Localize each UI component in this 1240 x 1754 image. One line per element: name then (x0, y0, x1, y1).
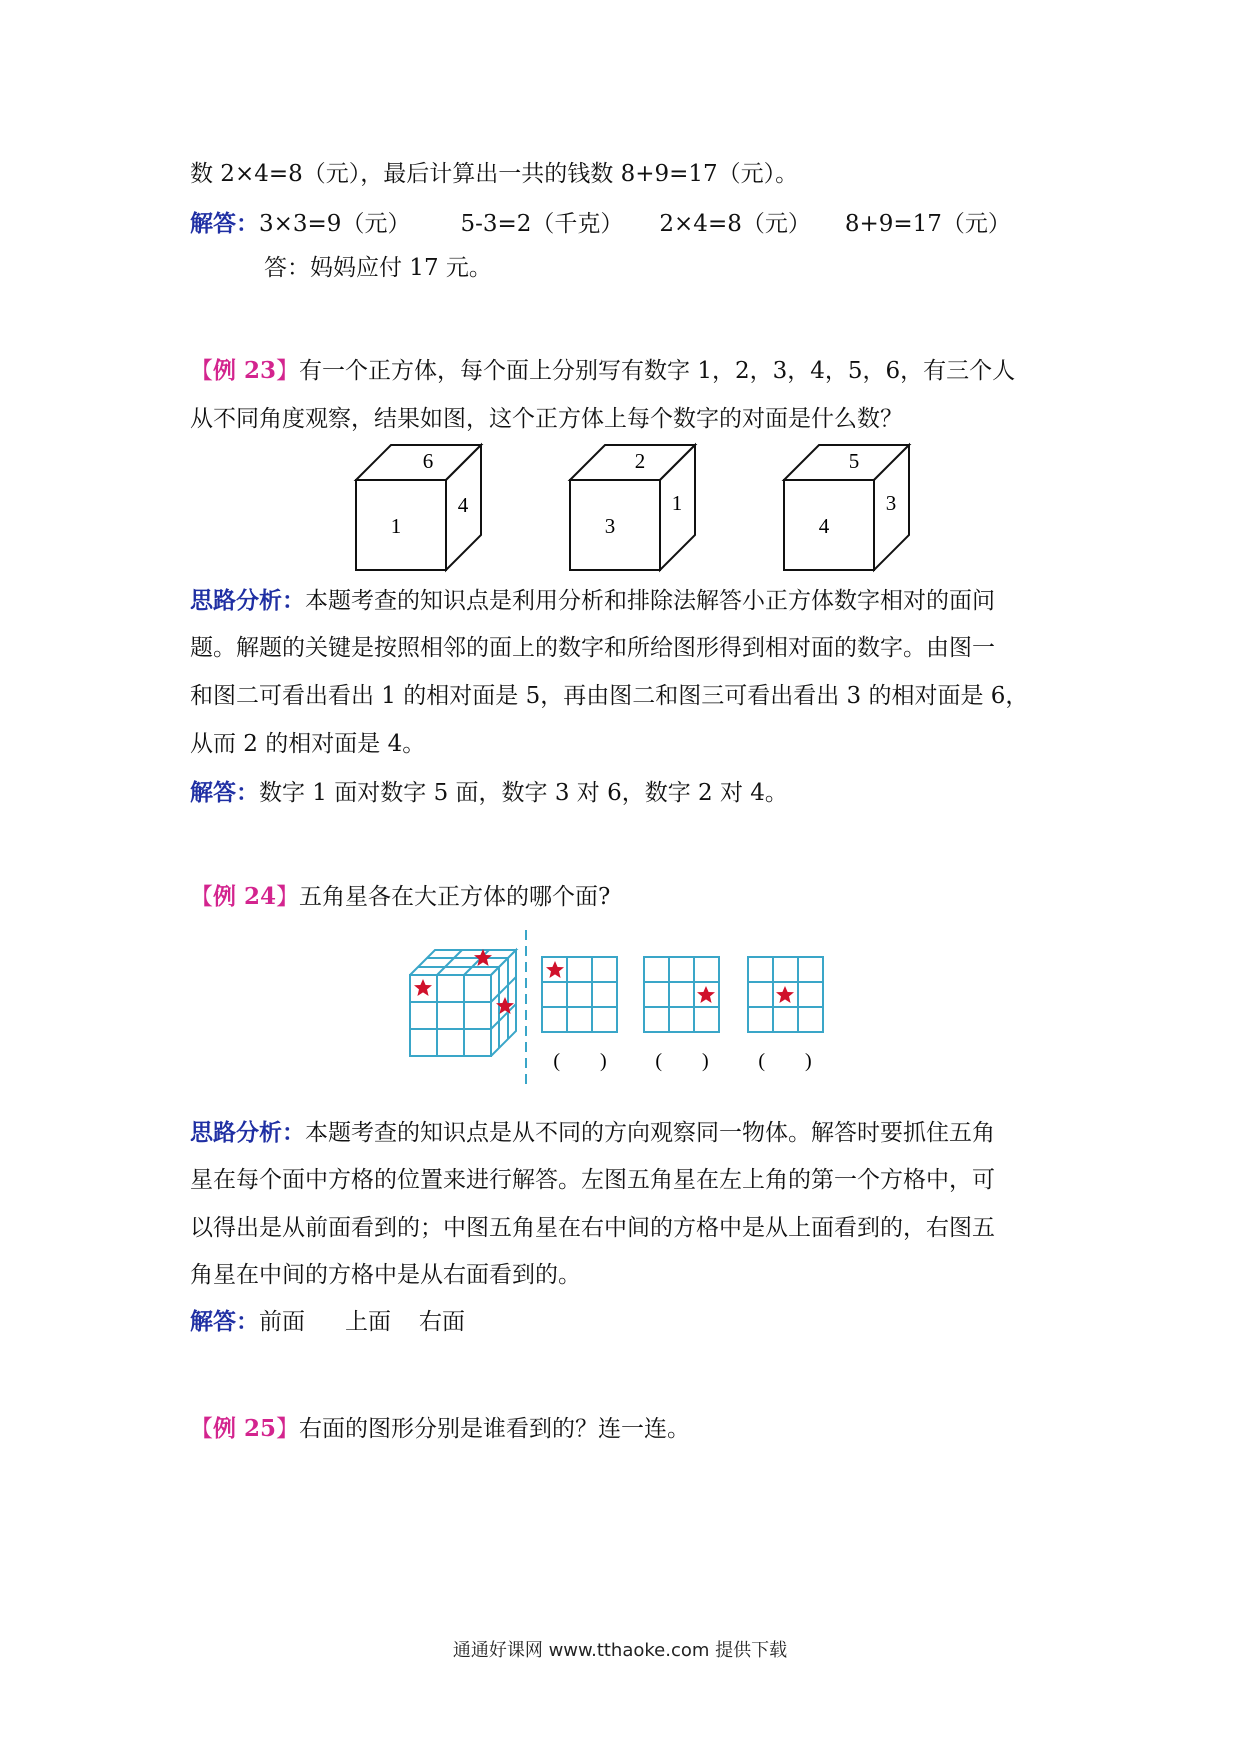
answer-part: 3×3=9（元） (259, 211, 411, 237)
analysis-text-line: 星在每个面中方格的位置来进行解答。左图五角星在左上角的第一个方格中，可 (190, 1167, 995, 1193)
bracket: 】 (276, 1416, 300, 1442)
analysis-text-line: 和图二可看出看出 1 的相对面是 5，再由图二和图三可看出看出 3 的相对面是 6， (190, 683, 1029, 709)
answer-text: 上面 (345, 1309, 391, 1335)
cube-top-number: 2 (634, 449, 646, 473)
big-cube-grid (410, 950, 516, 1056)
answer-part: 5-3=2（千克） (460, 211, 624, 237)
answer-text: 右面 (419, 1309, 465, 1335)
analysis-label: 思路分析： (190, 1119, 305, 1146)
question-text: 有一个正方体，每个面上分别写有数字 1，2，3，4，5，6，有三个人 (299, 358, 1016, 384)
example-label: 例 23 (213, 357, 277, 384)
answer-text: 前面 (259, 1309, 305, 1335)
star-icon (546, 961, 564, 978)
analysis-text-line: 以得出是从前面看到的；中图五角星在右中间的方格中是从上面看到的，右图五 (190, 1215, 995, 1241)
cube-front-number: 3 (604, 514, 616, 538)
cube-front-number: 4 (818, 514, 830, 538)
example-25-question (190, 1413, 690, 1445)
star-icon (697, 986, 715, 1003)
star-cube-figure (405, 930, 845, 1090)
answer-paren: ( ) (758, 1050, 812, 1072)
analysis-line (190, 1117, 995, 1149)
star-icon (776, 986, 794, 1003)
analysis-line (190, 585, 995, 617)
bracket: 】 (276, 884, 300, 910)
analysis-text: 本题考查的知识点是从不同的方向观察同一物体。解答时要抓住五角 (305, 1120, 995, 1146)
cube-side-number: 1 (671, 491, 683, 515)
answer-part: 8+9=17（元） (844, 211, 1011, 237)
answer-conclusion: 答：妈妈应付 17 元。 (264, 255, 492, 281)
answer-line (190, 1306, 465, 1338)
analysis-text-line: 角星在中间的方格中是从右面看到的。 (190, 1262, 581, 1288)
answer-line (190, 208, 1011, 240)
star-icon (414, 979, 432, 996)
answer-label: 解答： (190, 779, 259, 806)
cube-side-number: 3 (885, 491, 897, 515)
analysis-label: 思路分析： (190, 587, 305, 614)
page-footer: 通通好课网 www.tthaoke.com 提供下载 (452, 1640, 788, 1661)
analysis-text-line: 题。解题的关键是按照相邻的面上的数字和所给图形得到相对面的数字。由图一 (190, 635, 995, 661)
question-text-line: 从不同角度观察，结果如图，这个正方体上每个数字的对面是什么数？ (190, 406, 903, 432)
cube-top-number: 5 (848, 449, 860, 473)
answer-text: 数字 1 面对数字 5 面，数字 3 对 6，数字 2 对 4。 (259, 780, 788, 806)
answer-label: 解答： (190, 210, 259, 237)
cube-front-number: 1 (390, 514, 402, 538)
bracket: 【 (190, 1416, 213, 1442)
answer-label: 解答： (190, 1308, 259, 1335)
cube-top-number: 6 (422, 449, 434, 473)
bracket: 【 (190, 884, 213, 910)
cube-2 (570, 445, 695, 570)
text-line: 数 2×4=8（元），最后计算出一共的钱数 8+9=17（元）。 (190, 161, 799, 187)
cubes-figure (340, 440, 920, 575)
cube-3 (784, 445, 909, 570)
analysis-text-line: 从而 2 的相对面是 4。 (190, 731, 426, 757)
answer-paren: ( ) (553, 1050, 607, 1072)
answer-line (190, 777, 788, 809)
question-text: 右面的图形分别是谁看到的？连一连。 (299, 1416, 691, 1442)
example-label: 例 25 (213, 1415, 277, 1442)
example-label: 例 24 (213, 883, 277, 910)
answer-paren: ( ) (655, 1050, 709, 1072)
analysis-text: 本题考查的知识点是利用分析和排除法解答小正方体数字相对的面问 (305, 588, 995, 614)
cube-side-number: 4 (457, 493, 469, 517)
bracket: 【 (190, 358, 213, 384)
question-text: 五角星各在大正方体的哪个面? (299, 884, 611, 910)
answer-part: 2×4=8（元） (659, 211, 811, 237)
example-23-question (190, 355, 1015, 387)
cube-1 (356, 445, 481, 570)
bracket: 】 (276, 358, 300, 384)
example-24-question (190, 881, 610, 913)
